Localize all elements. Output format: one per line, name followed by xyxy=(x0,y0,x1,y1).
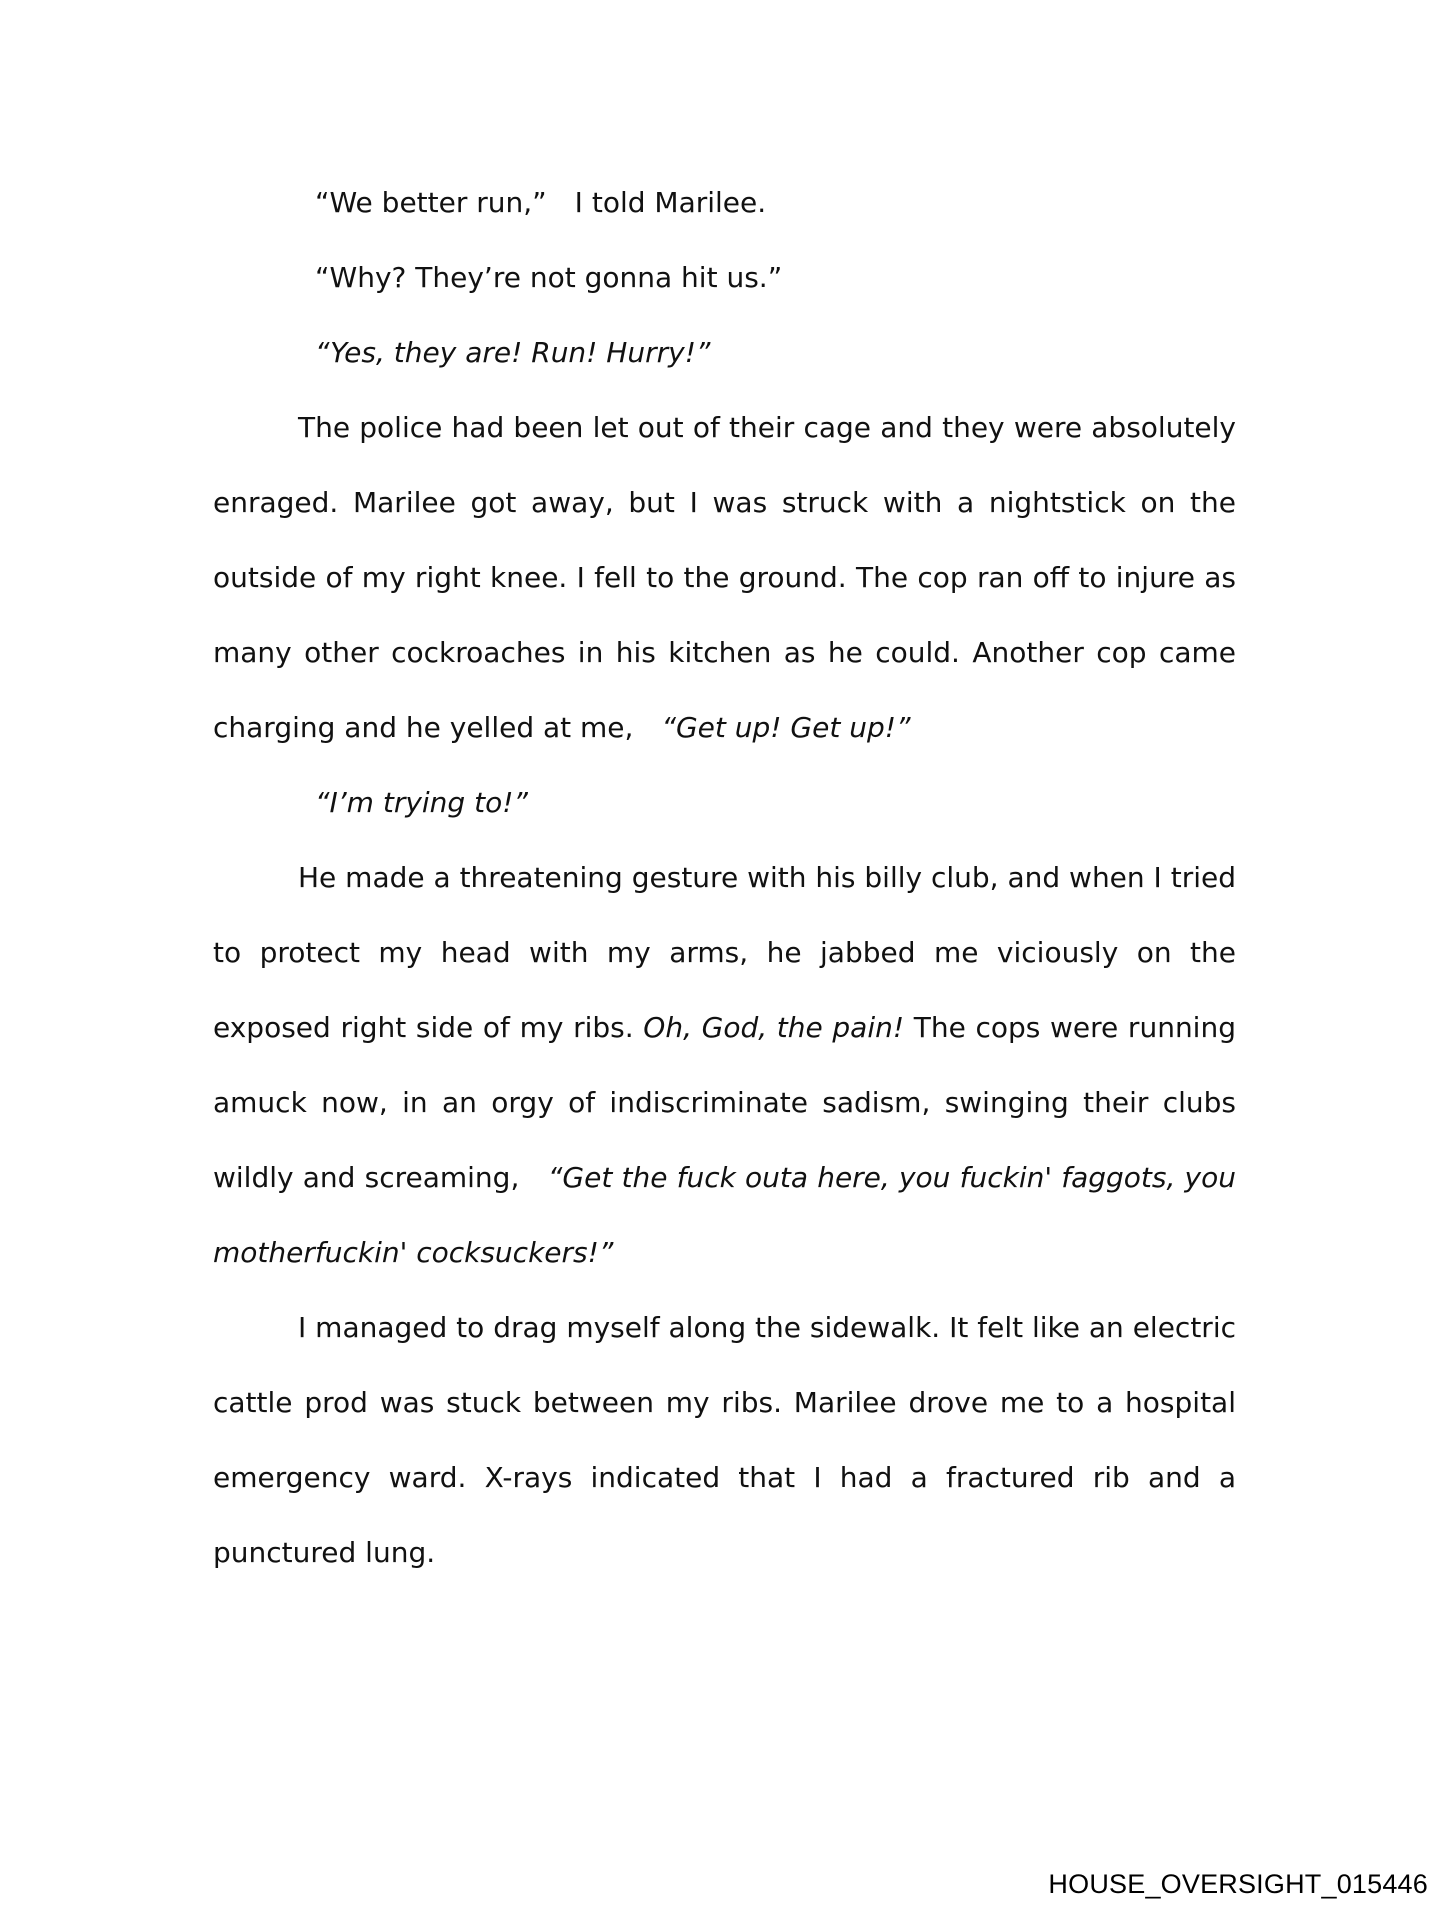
text-body xyxy=(213,165,1236,1590)
italic-text-run: “I’m trying to!” xyxy=(315,786,528,819)
body-paragraph xyxy=(213,1290,1236,1590)
text-run: I managed to drag myself along the sidewalk. It felt like an electric cattle prod was stuck between my ribs. Marilee drove me to a hospital emergency ward. X-rays indicated that I had a fractured rib and a punctured lung. xyxy=(213,1311,1236,1569)
dialogue-paragraph xyxy=(213,240,1236,315)
dialogue-paragraph xyxy=(213,315,1236,390)
body-paragraph xyxy=(213,840,1236,1290)
italic-text-run: “Yes, they are! Run! Hurry!” xyxy=(315,336,711,369)
text-run: “We better run,” I told Marilee. xyxy=(315,186,767,219)
text-run: The police had been let out of their cage and they were absolutely enraged. Marilee got away, but I was struck with a nightstick on the outside of my right knee. I fell to the ground. The cop ran off to injure as many other cockroaches in his kitchen as he could. Another cop came charging and he yelled at me, xyxy=(213,411,1236,744)
italic-text-run: “Get the fuck outa here, you fuckin' faggots, you motherfuckin' cocksuckers!” xyxy=(213,1161,1236,1269)
text-run: “Why? They’re not gonna hit us.” xyxy=(315,261,783,294)
text-run: He made a threatening gesture with his billy club, and when I tried to protect my head with my arms, he jabbed me viciously on the exposed right side of my ribs. xyxy=(213,861,1236,1044)
body-paragraph xyxy=(213,390,1236,765)
document-id-stamp: HOUSE_OVERSIGHT_015446 xyxy=(1048,1869,1428,1899)
dialogue-paragraph xyxy=(213,765,1236,840)
italic-text-run: Oh, God, the pain! xyxy=(643,1011,905,1044)
dialogue-paragraph xyxy=(213,165,1236,240)
italic-text-run: “Get up! Get up!” xyxy=(661,711,911,744)
text-run: The cops were running amuck now, in an orgy of indiscriminate sadism, swinging their clubs wildly and screaming, xyxy=(213,1011,1236,1194)
